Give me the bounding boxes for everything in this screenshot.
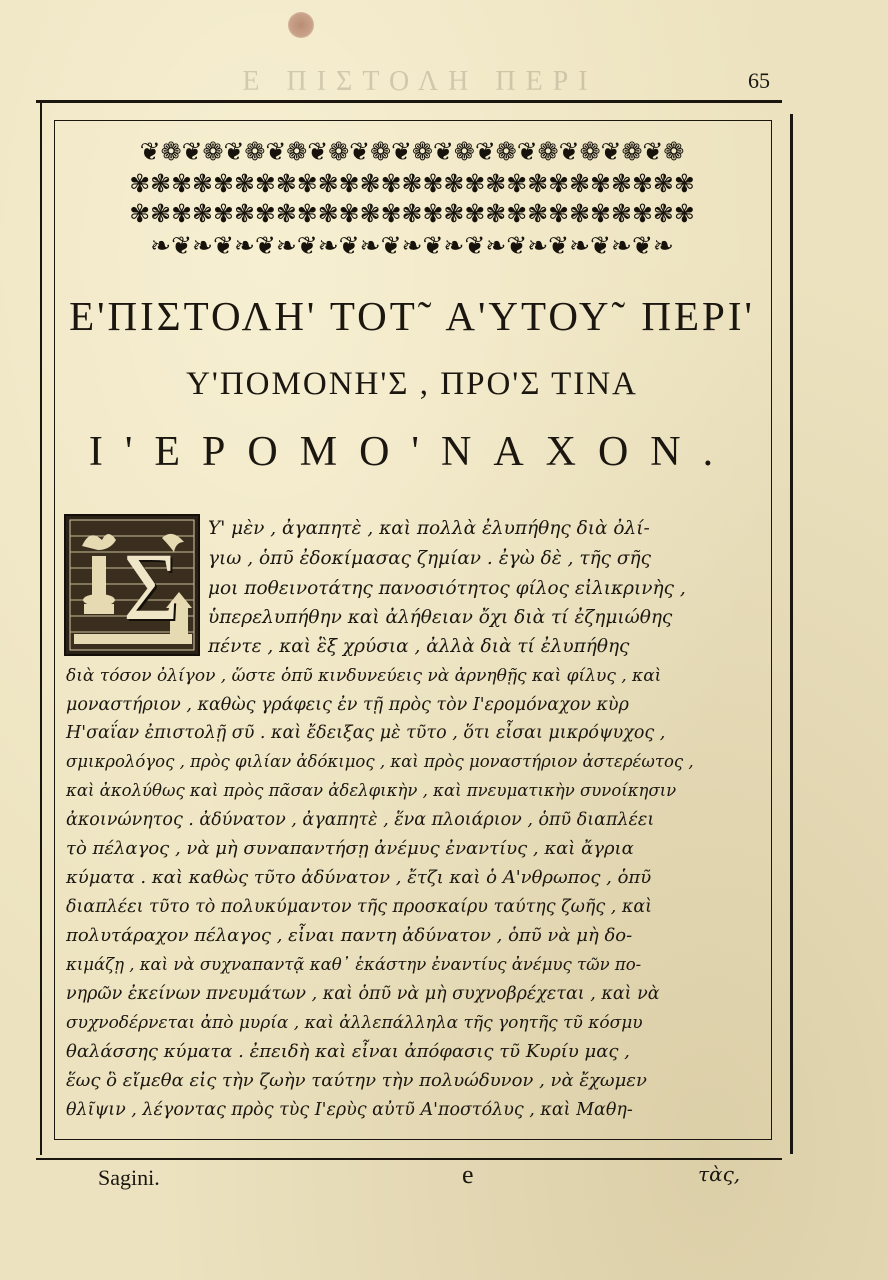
text-line: Υ' μὲν , ἀγαπητὲ , καὶ πολλὰ ἐλυπήθης διὰ ὀλί- bbox=[208, 518, 650, 539]
text-line: συχνοδέρνεται ἀπὸ μυρία , καὶ ἀλλεπάλληλα τῆς γοητῆς τῦ κόσμυ bbox=[66, 1013, 643, 1033]
text-line: γιω , ὁπῦ ἐδοκίμασας ζημίαν . ἐγὼ δὲ , τῆς σῆς bbox=[208, 548, 651, 569]
text-line: πολυτάραχον πέλαγος , εἶναι παντη ἀδύνατον , ὁπῦ νὰ μὴ δο- bbox=[66, 925, 633, 946]
text-line: ὑπερελυπήθην καὶ ἀλήθειαν ὄχι διὰ τί ἐζημιώθης bbox=[208, 607, 673, 628]
outer-frame-right-rule bbox=[790, 114, 793, 1154]
page-number: 65 bbox=[748, 68, 770, 93]
text-line: σμικρολόγος , πρὸς φιλίαν ἀδόκιμος , καὶ πρὸς μοναστήριον ἀστερέωτος , bbox=[66, 752, 694, 771]
text-line: κύματα . καὶ καθὼς τῦτο ἀδύνατον , ἔτζι καὶ ὁ Α'νθρωπος , ὁπῦ bbox=[66, 867, 652, 888]
text-line: θλῖψιν , λέγοντας πρὸς τὺς Ι'ερὺς αὐτῦ Α'ποστόλυς , καὶ Μαθη- bbox=[66, 1100, 633, 1120]
ornament-band-1: ❦❁❦❁❦❁❦❁❦❁❦❁❦❁❦❁❦❁❦❁❦❁❦❁❦❁ bbox=[139, 138, 685, 166]
show-through-running-header: Ε ΠΙΣΤΟΛΗ ΠΕΡΙ bbox=[242, 66, 598, 97]
text-line: κιμάζῃ , καὶ νὰ συχναπαντᾷ καθ᾽ ἑκάστην ἐναντίυς ἀνέμυς τῶν πο- bbox=[66, 955, 642, 974]
text-line: καὶ ἀκολύθως καὶ πρὸς πᾶσαν ἀδελφικὴν , καὶ πνευματικὴν συνοίκησιν bbox=[66, 781, 677, 800]
text-line: μοι ποθεινοτάτης πανοσιότητος φίλος εἰλικρινὴς , bbox=[208, 578, 686, 599]
decorated-initial bbox=[64, 514, 200, 656]
text-line: θαλάσσης κύματα . ἐπειδὴ καὶ εἶναι ἀπόφασις τῦ Κυρίυ μας , bbox=[66, 1041, 630, 1062]
catchword-left: Sagini. bbox=[98, 1165, 160, 1190]
text-line: μοναστήριον , καθὼς γράφεις ἐν τῇ πρὸς τὸν Ι'ερομόναχον κὺρ bbox=[66, 695, 629, 715]
text-line: ἕως ὃ εἴμεθα εἰς τὴν ζωὴν ταύτην τὴν πολυώδυνον , νὰ ἔχωμεν bbox=[66, 1070, 647, 1091]
text-line: διὰ τόσον ὀλίγον , ὥστε ὁπῦ κινδυνεύεις νὰ ἀρνηθῇς καὶ φίλυς , καὶ bbox=[66, 666, 662, 686]
ink-stain bbox=[288, 12, 314, 38]
drop-cap-letter: Σ bbox=[123, 533, 179, 640]
ornament-band-4: ❧❦❧❦❧❦❧❦❧❦❧❦❧❦❧❦❧❦❧❦❧❦❧❦❧ bbox=[150, 232, 674, 260]
text-line: Η'σαΐαν ἐπιστολῇ σῦ . καὶ ἔδειξας μὲ τῦτο , ὅτι εἶσαι μικρόψυχος , bbox=[66, 723, 666, 743]
ornament-band-2: ✾❃✾❃✾❃✾❃✾❃✾❃✾❃✾❃✾❃✾❃✾❃✾❃✾❃✾ bbox=[129, 170, 695, 198]
signature-mark: e bbox=[462, 1160, 474, 1189]
catchword: τὰς, bbox=[698, 1162, 741, 1186]
text-line: διαπλέει τῦτο τὸ πολυκύμαντον τῆς προσκαίρυ ταύτης ζωῆς , καὶ bbox=[66, 897, 653, 917]
text-line: πέντε , καὶ ἓξ χρύσια , ἀλλὰ διὰ τί ἐλυπήθης bbox=[208, 636, 630, 657]
ornament-band-3: ✾❃✾❃✾❃✾❃✾❃✾❃✾❃✾❃✾❃✾❃✾❃✾❃✾❃✾ bbox=[129, 200, 695, 228]
text-line: ἀκοινώνητος . ἀδύνατον , ἀγαπητὲ , ἕνα πλοιάριον , ὁπῦ διαπλέει bbox=[66, 810, 655, 830]
text-line: νηρῶν ἐκείνων πνευμάτων , καὶ ὁπῦ νὰ μὴ συχνοβρέχεται , καὶ νὰ bbox=[66, 984, 660, 1004]
text-line: τὸ πέλαγος , νὰ μὴ συναπαντήσῃ ἀνέμυς ἐναντίυς , καὶ ἄγρια bbox=[66, 838, 634, 859]
outer-frame-left-rule bbox=[40, 100, 42, 1155]
title-line-1: Ε'ΠΙΣΤΟΛΗ' ΤΟΤ˜ Α'ΥΤΟΥ˜ ΠΕΡΙ' bbox=[69, 293, 755, 339]
title-line-3: Ι'ΕΡΟΜΟ'ΝΑΧΟΝ. bbox=[88, 429, 736, 475]
title-line-2: Υ'ΠΟΜΟΝΗ'Σ , ΠΡΟ'Σ ΤΙΝΑ bbox=[186, 366, 638, 402]
